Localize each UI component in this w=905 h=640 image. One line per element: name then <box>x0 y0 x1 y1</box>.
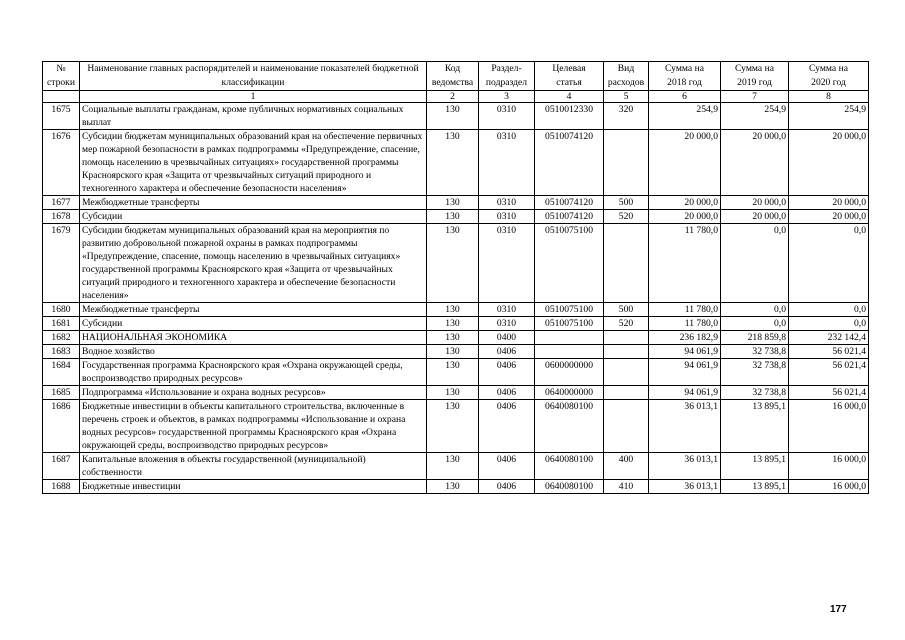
header-target-item: Целевая статья <box>535 62 604 91</box>
row-number-cell: 1688 <box>43 480 80 494</box>
sum-2019-cell: 20 000,0 <box>721 196 789 210</box>
department-code-cell: 130 <box>427 400 479 453</box>
expense-type-cell: 520 <box>604 210 649 224</box>
sum-2019-cell: 20 000,0 <box>721 210 789 224</box>
name-cell: Капитальные вложения в объекты государственной (муниципальной) собственности <box>80 453 427 480</box>
sum-2020-cell: 20 000,0 <box>789 130 869 196</box>
name-cell: Субсидии <box>80 210 427 224</box>
expense-type-cell: 500 <box>604 196 649 210</box>
table-row <box>43 386 869 400</box>
table-row <box>43 317 869 331</box>
column-number: 3 <box>479 91 535 103</box>
table-row <box>43 196 869 210</box>
column-number: 6 <box>649 91 721 103</box>
sum-2019-cell: 0,0 <box>721 317 789 331</box>
target-item-cell: 0510012330 <box>535 103 604 130</box>
row-number-cell: 1682 <box>43 331 80 345</box>
sum-2020-cell: 0,0 <box>789 303 869 317</box>
row-number-cell: 1685 <box>43 386 80 400</box>
name-cell: Субсидии <box>80 317 427 331</box>
sum-2019-cell: 254,9 <box>721 103 789 130</box>
sum-2019-cell: 13 895,1 <box>721 400 789 453</box>
row-number-cell: 1687 <box>43 453 80 480</box>
sum-2018-cell: 94 061,9 <box>649 345 721 359</box>
expense-type-cell: 500 <box>604 303 649 317</box>
expense-type-cell <box>604 345 649 359</box>
name-cell: НАЦИОНАЛЬНАЯ ЭКОНОМИКА <box>80 331 427 345</box>
header-name: Наименование главных распорядителей и наименование показателей бюджетной классификации <box>80 62 427 91</box>
section-cell: 0310 <box>479 130 535 196</box>
column-number: 7 <box>721 91 789 103</box>
sum-2020-cell: 56 021,4 <box>789 345 869 359</box>
sum-2019-cell: 20 000,0 <box>721 130 789 196</box>
sum-2020-cell: 20 000,0 <box>789 196 869 210</box>
column-number <box>43 91 80 103</box>
expense-type-cell: 400 <box>604 453 649 480</box>
name-cell: Субсидии бюджетам муниципальных образований края на мероприятия по развитию добровольной пожарной охраны в рамках подпрограммы «Предупреждение, спасение, помощь населению в чрезвычайных ситуациях» государственной программы Красноярского края «Защита от чрезвычайных ситуаций природного и техногенного характера и обеспечение безопасности населения» <box>80 224 427 303</box>
expense-type-cell: 520 <box>604 317 649 331</box>
sum-2019-cell: 0,0 <box>721 303 789 317</box>
expense-type-cell: 410 <box>604 480 649 494</box>
table-row <box>43 453 869 480</box>
target-item-cell: 0600000000 <box>535 359 604 386</box>
sum-2019-cell: 13 895,1 <box>721 480 789 494</box>
row-number-cell: 1683 <box>43 345 80 359</box>
target-item-cell: 0510075100 <box>535 224 604 303</box>
department-code-cell: 130 <box>427 480 479 494</box>
sum-2019-cell: 218 859,8 <box>721 331 789 345</box>
target-item-cell: 0510075100 <box>535 317 604 331</box>
sum-2020-cell: 16 000,0 <box>789 480 869 494</box>
column-number: 1 <box>80 91 427 103</box>
section-cell: 0406 <box>479 386 535 400</box>
sum-2018-cell: 36 013,1 <box>649 400 721 453</box>
row-number-cell: 1684 <box>43 359 80 386</box>
sum-2018-cell: 11 780,0 <box>649 317 721 331</box>
expense-type-cell <box>604 400 649 453</box>
section-cell: 0310 <box>479 103 535 130</box>
sum-2018-cell: 94 061,9 <box>649 386 721 400</box>
name-cell: Государственная программа Красноярского края «Охрана окружающей среды, воспроизводство природных ресурсов» <box>80 359 427 386</box>
column-number: 5 <box>604 91 649 103</box>
section-cell: 0310 <box>479 210 535 224</box>
sum-2018-cell: 236 182,9 <box>649 331 721 345</box>
section-cell: 0406 <box>479 400 535 453</box>
expense-type-cell: 320 <box>604 103 649 130</box>
section-cell: 0310 <box>479 196 535 210</box>
section-cell: 0310 <box>479 303 535 317</box>
department-code-cell: 130 <box>427 224 479 303</box>
header-row-number: № строки <box>43 62 80 91</box>
table-row <box>43 210 869 224</box>
row-number-cell: 1681 <box>43 317 80 331</box>
department-code-cell: 130 <box>427 453 479 480</box>
sum-2020-cell: 16 000,0 <box>789 400 869 453</box>
target-item-cell: 0640080100 <box>535 400 604 453</box>
expense-type-cell <box>604 331 649 345</box>
section-cell: 0310 <box>479 224 535 303</box>
sum-2018-cell: 254,9 <box>649 103 721 130</box>
sum-2019-cell: 32 738,8 <box>721 345 789 359</box>
target-item-cell <box>535 345 604 359</box>
table-row <box>43 303 869 317</box>
sum-2018-cell: 36 013,1 <box>649 453 721 480</box>
sum-2020-cell: 56 021,4 <box>789 359 869 386</box>
sum-2018-cell: 20 000,0 <box>649 210 721 224</box>
section-cell: 0400 <box>479 331 535 345</box>
sum-2019-cell: 32 738,8 <box>721 359 789 386</box>
header-row <box>43 62 869 91</box>
sum-2020-cell: 254,9 <box>789 103 869 130</box>
section-cell: 0406 <box>479 453 535 480</box>
name-cell: Бюджетные инвестиции <box>80 480 427 494</box>
sum-2018-cell: 11 780,0 <box>649 303 721 317</box>
row-number-cell: 1686 <box>43 400 80 453</box>
row-number-cell: 1680 <box>43 303 80 317</box>
name-cell: Социальные выплаты гражданам, кроме публичных нормативных социальных выплат <box>80 103 427 130</box>
name-cell: Бюджетные инвестиции в объекты капитального строительства, включенные в перечень строек и объектов, в рамках подпрограммы «Использование и охрана водных ресурсов» государственной программы Красноярского края «Охрана окружающей среды, воспроизводство природных ресурсов» <box>80 400 427 453</box>
sum-2020-cell: 16 000,0 <box>789 453 869 480</box>
sum-2018-cell: 36 013,1 <box>649 480 721 494</box>
department-code-cell: 130 <box>427 303 479 317</box>
name-cell: Субсидии бюджетам муниципальных образований края на обеспечение первичных мер пожарной безопасности в рамках подпрограммы «Предупреждение, спасение, помощь населению в чрезвычайных ситуациях» государственной программы Красноярского края «Защита от чрезвычайных ситуаций природного и техногенного характера и обеспечение безопасности населения» <box>80 130 427 196</box>
section-cell: 0406 <box>479 359 535 386</box>
sum-2018-cell: 94 061,9 <box>649 359 721 386</box>
sum-2020-cell: 232 142,4 <box>789 331 869 345</box>
name-cell: Водное хозяйство <box>80 345 427 359</box>
table-row <box>43 400 869 453</box>
section-cell: 0406 <box>479 480 535 494</box>
sum-2018-cell: 11 780,0 <box>649 224 721 303</box>
column-number: 4 <box>535 91 604 103</box>
row-number-cell: 1676 <box>43 130 80 196</box>
sum-2020-cell: 0,0 <box>789 317 869 331</box>
department-code-cell: 130 <box>427 317 479 331</box>
section-cell: 0406 <box>479 345 535 359</box>
table-row <box>43 224 869 303</box>
department-code-cell: 130 <box>427 359 479 386</box>
table-row <box>43 103 869 130</box>
sum-2020-cell: 56 021,4 <box>789 386 869 400</box>
department-code-cell: 130 <box>427 196 479 210</box>
budget-table <box>42 61 869 494</box>
row-number-cell: 1678 <box>43 210 80 224</box>
table-row <box>43 331 869 345</box>
department-code-cell: 130 <box>427 103 479 130</box>
name-cell: Межбюджетные трансферты <box>80 303 427 317</box>
department-code-cell: 130 <box>427 345 479 359</box>
table-row <box>43 359 869 386</box>
table-row <box>43 480 869 494</box>
target-item-cell: 0510075100 <box>535 303 604 317</box>
sum-2018-cell: 20 000,0 <box>649 196 721 210</box>
header-department-code: Код ведомства <box>427 62 479 91</box>
department-code-cell: 130 <box>427 130 479 196</box>
sum-2019-cell: 13 895,1 <box>721 453 789 480</box>
expense-type-cell <box>604 359 649 386</box>
sum-2020-cell: 20 000,0 <box>789 210 869 224</box>
target-item-cell: 0510074120 <box>535 196 604 210</box>
table-row <box>43 345 869 359</box>
header-section: Раздел- подраздел <box>479 62 535 91</box>
department-code-cell: 130 <box>427 331 479 345</box>
sum-2020-cell: 0,0 <box>789 224 869 303</box>
expense-type-cell <box>604 386 649 400</box>
page-number: 177 <box>830 604 847 615</box>
expense-type-cell <box>604 130 649 196</box>
column-number-row <box>43 91 869 103</box>
header-sum-2019: Сумма на 2019 год <box>721 62 789 91</box>
expense-type-cell <box>604 224 649 303</box>
sum-2018-cell: 20 000,0 <box>649 130 721 196</box>
section-cell: 0310 <box>479 317 535 331</box>
department-code-cell: 130 <box>427 386 479 400</box>
target-item-cell: 0640080100 <box>535 453 604 480</box>
sum-2019-cell: 32 738,8 <box>721 386 789 400</box>
column-number: 8 <box>789 91 869 103</box>
name-cell: Подпрограмма «Использование и охрана водных ресурсов» <box>80 386 427 400</box>
target-item-cell <box>535 331 604 345</box>
target-item-cell: 0510074120 <box>535 130 604 196</box>
table-row <box>43 130 869 196</box>
department-code-cell: 130 <box>427 210 479 224</box>
target-item-cell: 0510074120 <box>535 210 604 224</box>
column-number: 2 <box>427 91 479 103</box>
sum-2019-cell: 0,0 <box>721 224 789 303</box>
row-number-cell: 1679 <box>43 224 80 303</box>
row-number-cell: 1675 <box>43 103 80 130</box>
header-sum-2018: Сумма на 2018 год <box>649 62 721 91</box>
header-expense-type: Вид расходов <box>604 62 649 91</box>
name-cell: Межбюджетные трансферты <box>80 196 427 210</box>
target-item-cell: 0640080100 <box>535 480 604 494</box>
row-number-cell: 1677 <box>43 196 80 210</box>
target-item-cell: 0640000000 <box>535 386 604 400</box>
header-sum-2020: Сумма на 2020 год <box>789 62 869 91</box>
